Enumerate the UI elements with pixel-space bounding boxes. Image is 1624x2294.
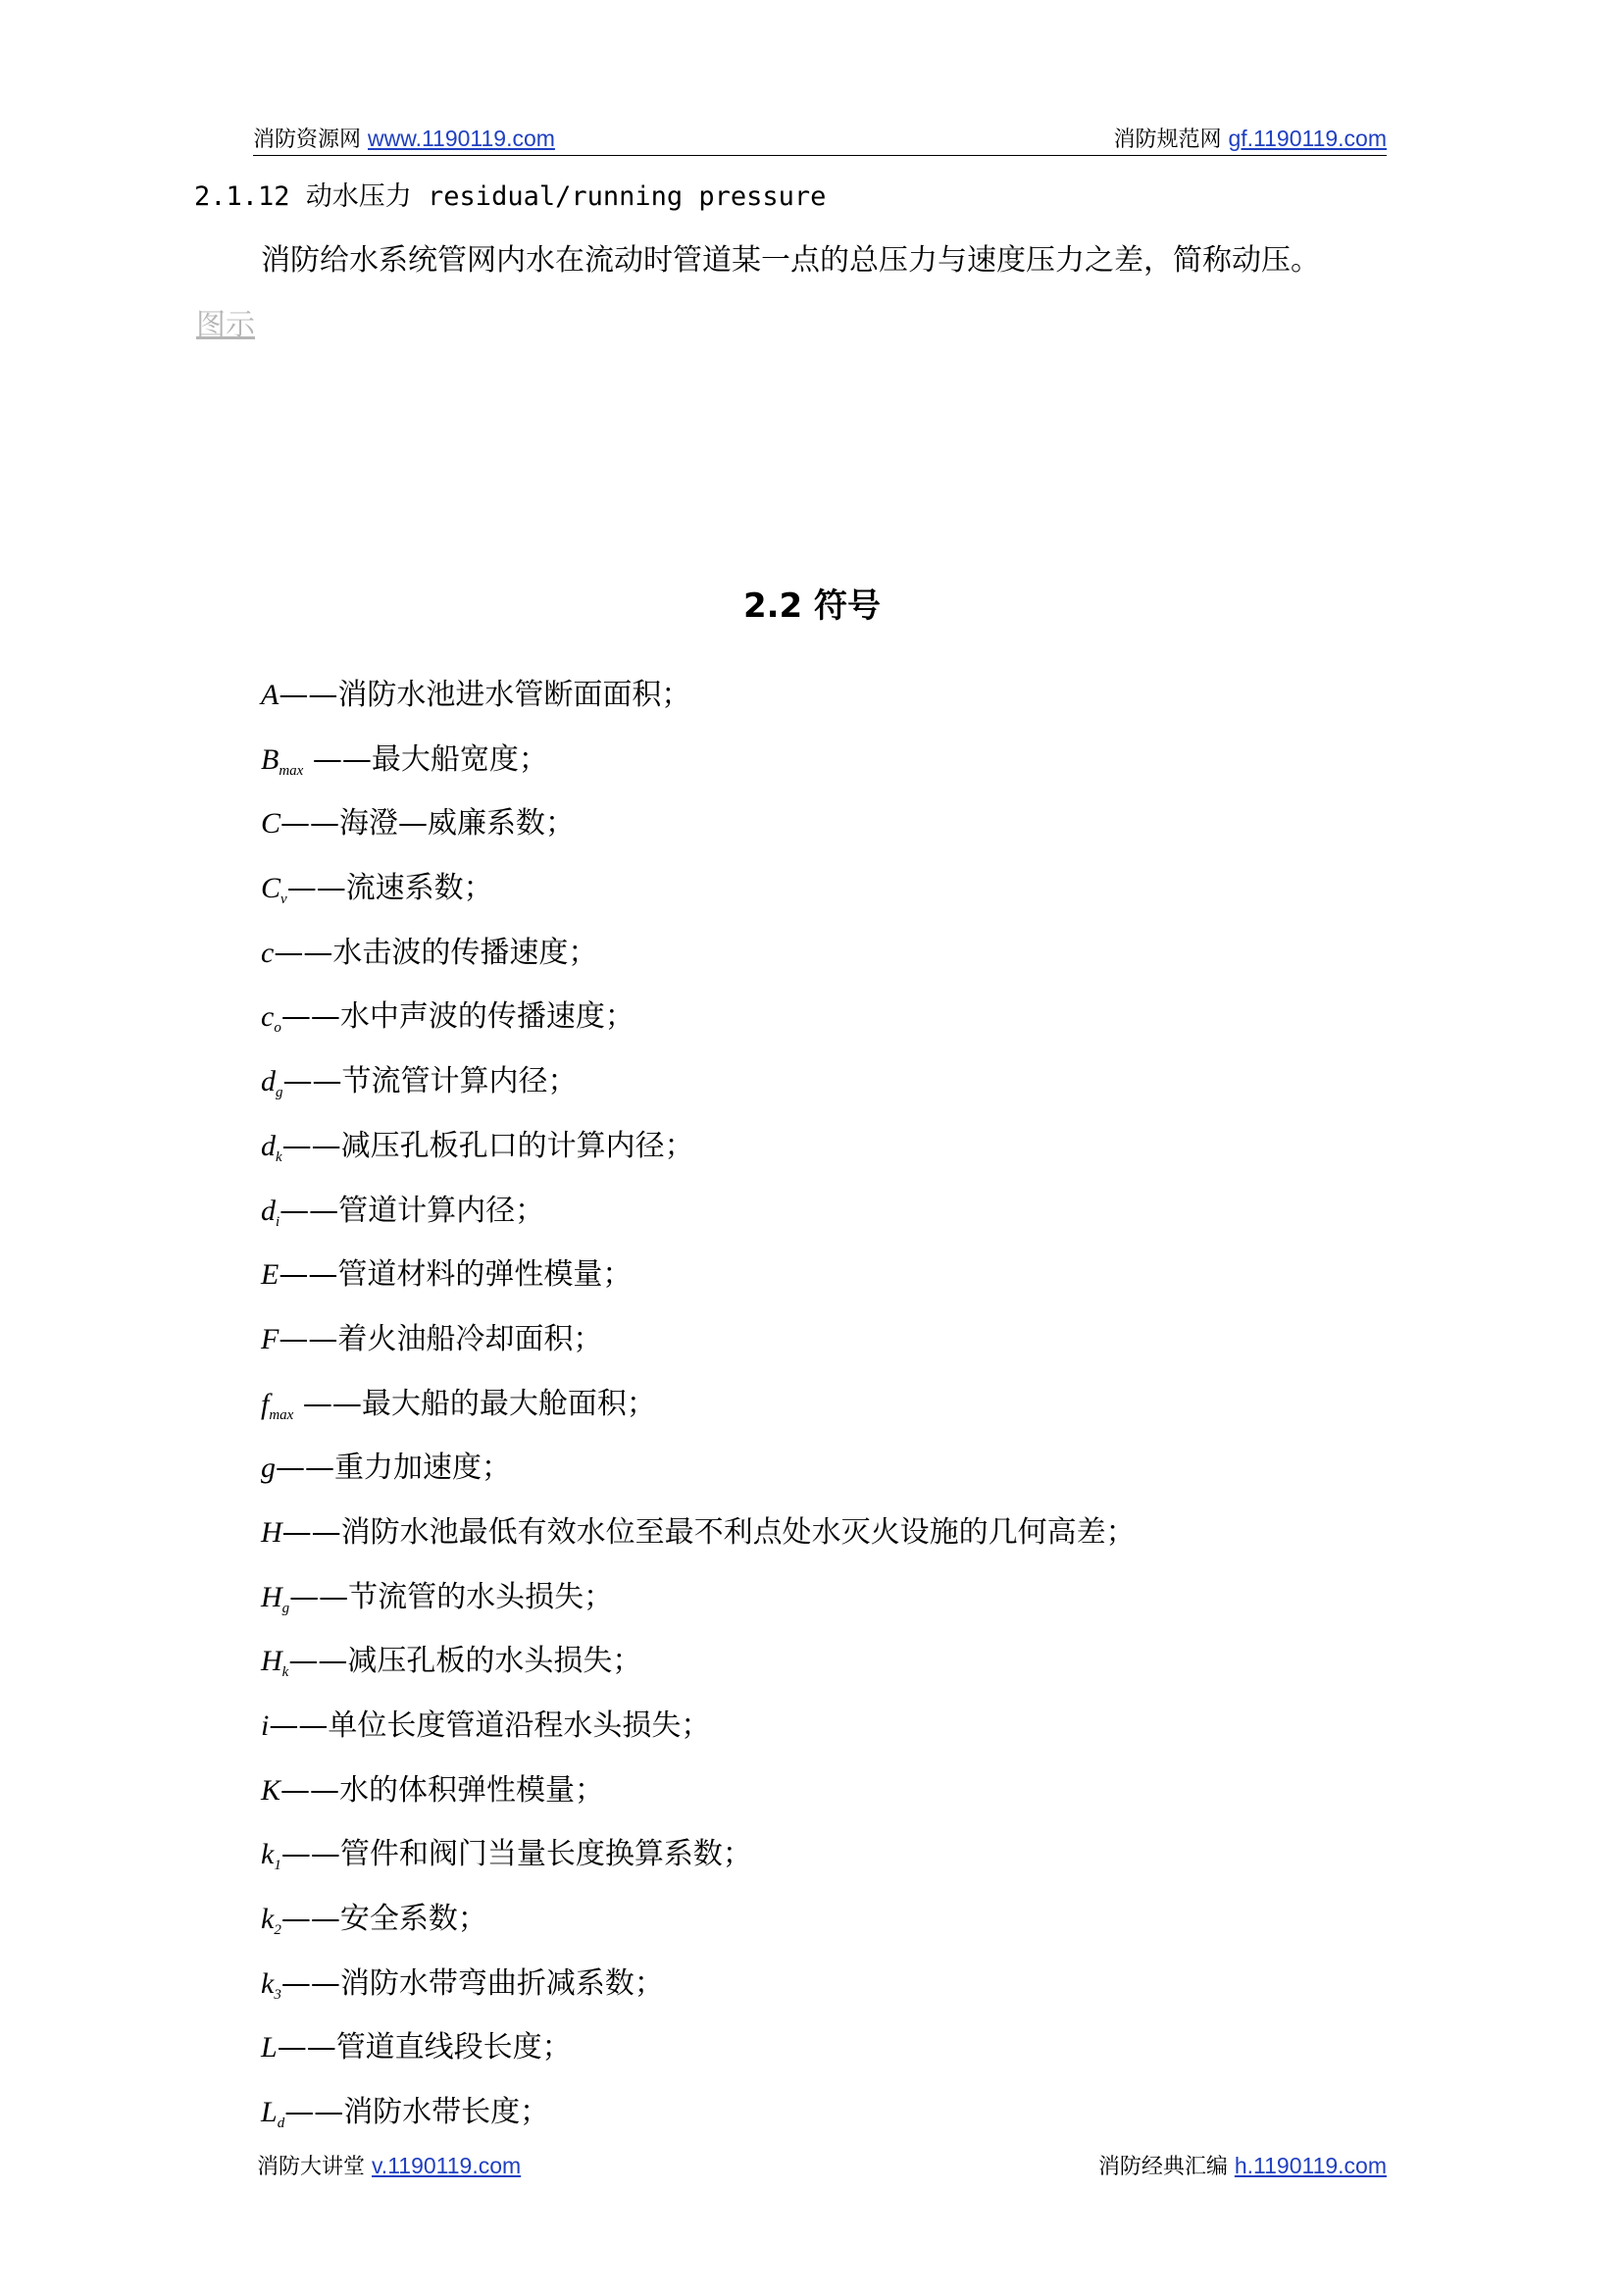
symbol-description: ——管件和阀门当量长度换算系数；: [280, 1837, 752, 1872]
symbol-description: ——管道材料的弹性模量；: [279, 1257, 633, 1293]
symbol-item: [261, 1059, 1136, 1124]
header-left-site: 消防资源网: [253, 127, 362, 152]
symbol-letter: c: [261, 936, 275, 969]
symbol-description: ——着火油船冷却面积；: [279, 1321, 603, 1356]
symbol-item: [261, 1768, 1136, 1833]
section-title: 2.1.12 动水压力 residual/running pressure: [194, 181, 827, 212]
symbol-subscript: k: [276, 1148, 282, 1165]
symbol-letter: L: [261, 2096, 278, 2129]
symbol-description: ——管道计算内径；: [279, 1193, 545, 1228]
symbol-letter: C: [261, 872, 281, 905]
page-footer: [257, 2150, 1387, 2189]
header-right: [1113, 123, 1387, 153]
symbol-subscript: d: [277, 2116, 285, 2132]
symbol-item: [261, 866, 1136, 931]
header-right-site: 消防规范网: [1113, 127, 1222, 152]
symbol-description: ——最大船的最大舱面积；: [293, 1386, 656, 1421]
symbol-item: [261, 931, 1136, 995]
symbol-item: [261, 1317, 1136, 1382]
symbol-letter: F: [261, 1322, 279, 1355]
footer-right: [1098, 2150, 1387, 2180]
symbol-subscript: g: [276, 1085, 283, 1101]
footer-left-site: 消防大讲堂: [257, 2155, 366, 2179]
symbol-letter: k: [261, 1966, 275, 2000]
symbol-item: [261, 2090, 1136, 2155]
symbol-description: ——水中声波的传播速度；: [280, 999, 634, 1035]
symbol-subscript: 1: [274, 1858, 281, 1874]
symbol-subscript: i: [276, 1213, 280, 1230]
symbol-item: [261, 1962, 1136, 2026]
symbol-letter: A: [261, 679, 279, 711]
symbols-heading: 2.2 符号: [742, 586, 882, 626]
symbol-description: ——水击波的传播速度；: [274, 935, 598, 970]
symbol-letter: B: [261, 742, 279, 776]
symbol-description: ——安全系数；: [280, 1902, 487, 1937]
symbol-subscript: g: [281, 1600, 290, 1616]
symbol-letter: C: [261, 807, 281, 841]
symbol-letter: E: [261, 1258, 279, 1292]
symbol-subscript: max: [269, 1406, 294, 1423]
symbol-item: [261, 1575, 1136, 1640]
symbol-item: [261, 1639, 1136, 1704]
symbol-letter: d: [261, 1129, 276, 1162]
symbol-letter: k: [261, 1838, 275, 1871]
symbol-letter: i: [261, 1709, 270, 1742]
symbol-item: [261, 1832, 1136, 1897]
footer-right-site: 消防经典汇编: [1097, 2155, 1228, 2179]
header-left-link[interactable]: www.1190119.com: [368, 126, 555, 151]
symbol-description: ——流速系数；: [286, 871, 493, 906]
symbol-description: ——减压孔板的水头损失；: [288, 1644, 642, 1679]
symbol-item: [261, 2025, 1136, 2090]
symbol-letter: K: [261, 1773, 281, 1807]
symbol-letter: d: [261, 1065, 276, 1098]
symbol-subscript: 2: [274, 1922, 281, 1939]
symbol-letter: H: [261, 1645, 282, 1678]
symbol-item: [261, 994, 1136, 1059]
symbol-letter: H: [261, 1580, 282, 1613]
symbol-item: [261, 801, 1136, 866]
symbol-description: ——消防水带弯曲折减系数；: [280, 1965, 664, 2001]
symbol-description: ——海澄—威廉系数；: [280, 806, 576, 841]
symbol-description: ——消防水池进水管断面面积；: [279, 678, 691, 712]
symbol-subscript: v: [280, 892, 287, 908]
symbol-description: ——单位长度管道沿程水头损失；: [269, 1708, 711, 1743]
symbol-item: [261, 1252, 1136, 1317]
symbol-description: ——管道直线段长度；: [277, 2030, 572, 2065]
symbol-item: [261, 1510, 1136, 1575]
symbol-description: ——节流管的水头损失；: [289, 1579, 614, 1614]
figure-link[interactable]: 图示: [196, 308, 255, 342]
symbol-item: [261, 1704, 1136, 1768]
page-header: [253, 118, 1387, 156]
symbol-description: ——重力加速度；: [276, 1451, 511, 1486]
header-left: [253, 123, 555, 153]
footer-left-link[interactable]: v.1190119.com: [372, 2153, 522, 2178]
symbol-subscript: o: [274, 1020, 281, 1037]
symbol-subscript: 3: [274, 1986, 281, 2003]
symbol-letter: H: [261, 1515, 282, 1549]
symbol-description: ——最大船宽度；: [303, 741, 548, 777]
symbol-description: ——消防水池最低有效水位至最不利点处水灭火设施的几何高差；: [281, 1514, 1136, 1550]
symbol-item: [261, 1897, 1136, 1962]
header-right-link[interactable]: gf.1190119.com: [1228, 126, 1387, 151]
symbol-letter: f: [261, 1387, 270, 1420]
symbol-letter: g: [261, 1452, 276, 1485]
symbol-subscript: k: [281, 1664, 289, 1681]
symbol-item: [261, 673, 1136, 738]
symbol-item: [261, 738, 1136, 802]
symbol-letter: c: [261, 1000, 275, 1034]
symbol-item: [261, 1124, 1136, 1189]
symbol-description: ——减压孔板孔口的计算内径；: [281, 1128, 694, 1163]
symbol-description: ——水的体积弹性模量；: [280, 1772, 605, 1808]
symbol-item: [261, 1189, 1136, 1253]
definition-paragraph: 消防给水系统管网内水在流动时管道某一点的总压力与速度压力之差，简称动压。: [261, 243, 1320, 278]
symbol-letter: d: [261, 1194, 276, 1227]
footer-left: [257, 2150, 521, 2180]
footer-right-link[interactable]: h.1190119.com: [1234, 2153, 1387, 2178]
symbol-letter: k: [261, 1903, 275, 1936]
symbol-description: ——节流管计算内径；: [282, 1064, 578, 1099]
symbol-letter: L: [261, 2031, 278, 2065]
symbol-description: ——消防水带长度；: [284, 2095, 550, 2130]
symbol-list: [261, 673, 1136, 2155]
symbol-item: [261, 1382, 1136, 1447]
symbol-item: [261, 1446, 1136, 1510]
symbol-subscript: max: [279, 762, 304, 779]
